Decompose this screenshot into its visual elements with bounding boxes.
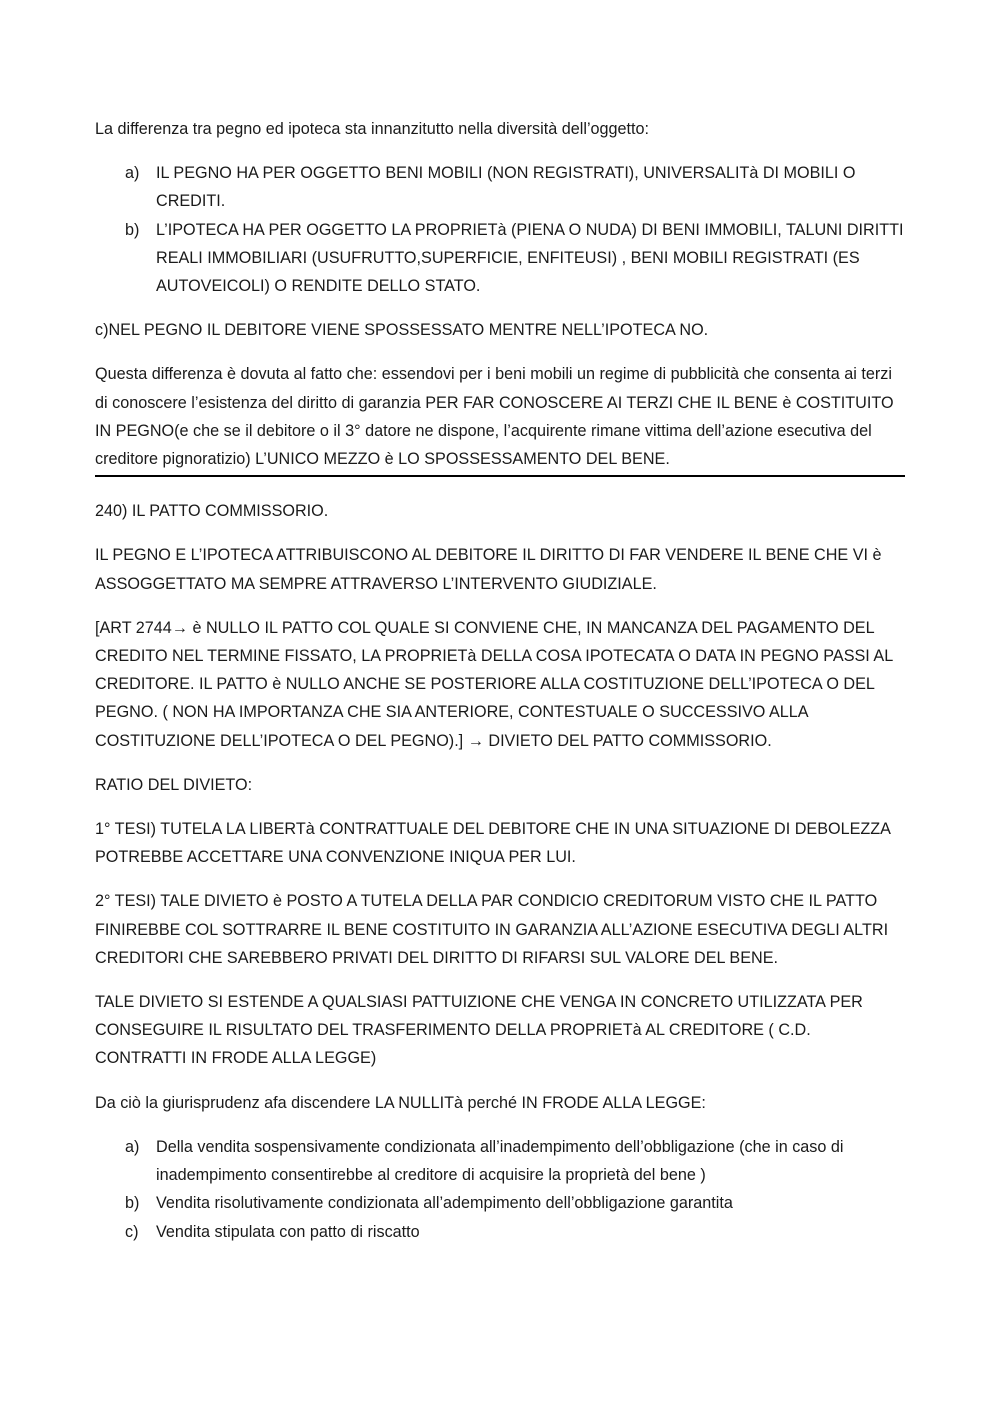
art-2744-paragraph bbox=[95, 614, 905, 755]
art-tail: DIVIETO DEL PATTO COMMISSORIO. bbox=[483, 731, 772, 750]
list-marker: a) bbox=[125, 1137, 140, 1156]
list-item bbox=[95, 1133, 905, 1189]
art-prefix: [ART 2744 bbox=[95, 618, 172, 637]
list-item-text: Vendita stipulata con patto di riscatto bbox=[156, 1222, 420, 1241]
pegno-paragraph: IL PEGNO E L’IPOTECA ATTRIBUISCONO AL DEBITORE IL DIRITTO DI FAR VENDERE IL BENE CHE VI è ASSOGGETTATO MA SEMPRE ATTRAVERSO L’INTERVENTO GIUDIZIALE. bbox=[95, 546, 882, 593]
difference-paragraph: Questa differenza è dovuta al fatto che: essendovi per i beni mobili un regime di pubblicità che consenta ai terzi di conoscere l’esistenza del diritto di garanzia PER FAR CONOSCERE AI TERZI CHE IL BENE è COSTITUITO IN PEGNO(e che se il debitore o il 3° datore ne dispone, l’acquirente rimane vittima dell’azione esecutiva del creditore pignoratizio) L’UNICO MEZZO è LO SPOSSESSAMENTO DEL BENE. bbox=[95, 360, 905, 477]
tesi-2-paragraph: 2° TESI) TALE DIVIETO è POSTO A TUTELA DELLA PAR CONDICIO CREDITORUM VISTO CHE IL PATTO FINIREBBE COL SOTTRARRE IL BENE COSTITUITO IN GARANZIA ALL’AZIONE ESECUTIVA DEGLI ALTRI CREDITORI CHE SAREBBERO PRIVATI DEL DIRITTO DI RIFARSI SUL VALORE DEL BENE. bbox=[95, 892, 889, 967]
arrow-right-icon: → bbox=[467, 731, 484, 750]
list-item bbox=[95, 216, 905, 301]
section-title: 240) IL PATTO COMMISSORIO. bbox=[95, 502, 329, 521]
list-marker: a) bbox=[125, 164, 140, 183]
arrow-right-icon: → bbox=[171, 618, 188, 637]
art-body: è NULLO IL PATTO COL QUALE SI CONVIENE CHE, IN MANCANZA DEL PAGAMENTO DEL CREDITO NEL TERMINE FISSATO, LA PROPRIETà DELLA COSA IPOTECATA O DATA IN PEGNO PASSI AL CREDITORE. IL PATTO è NULLO ANCHE SE POSTERIORE ALLA COSTITUZIONE DELL’IPOTECA O DEL PEGNO. ( NON HA IMPORTANZA CHE SIA ANTERIORE, CONTESTUALE O SUCCESSIVO ALLA COSTITUZIONE DELL’IPOTECA O DEL PEGNO).] bbox=[95, 618, 893, 750]
list-item-text: L’IPOTECA HA PER OGGETTO LA PROPRIETà (PIENA O NUDA) DI BENI IMMOBILI, TALUNI DIRITTI REALI IMMOBILIARI (USUFRUTTO,SUPERFICIE, ENFITEUSI) , BENI MOBILI REGISTRATI (ES AUTOVEICOLI) O RENDITE DELLO STATO. bbox=[156, 220, 904, 296]
list-item bbox=[95, 1218, 905, 1246]
giurisprudenza-paragraph: Da ciò la giurisprudenz afa discendere LA NULLITà perché IN FRODE ALLA LEGGE: bbox=[95, 1093, 706, 1112]
list-item bbox=[95, 1189, 905, 1217]
list-item-text: IL PEGNO HA PER OGGETTO BENI MOBILI (NON REGISTRATI), UNIVERSALITà DI MOBILI O CREDITI. bbox=[156, 164, 856, 211]
intro-paragraph: La differenza tra pegno ed ipoteca sta innanzitutto nella diversità dell’oggetto: bbox=[95, 120, 650, 138]
list-item bbox=[95, 159, 905, 215]
c-item-paragraph: c)NEL PEGNO IL DEBITORE VIENE SPOSSESSATO MENTRE NELL’IPOTECA NO. bbox=[95, 321, 709, 340]
tesi-1-paragraph: 1° TESI) TUTELA LA LIBERTà CONTRATTUALE DEL DEBITORE CHE IN UNA SITUAZIONE DI DEBOLEZZA POTREBBE ACCETTARE UNA CONVENZIONE INIQUA PER LUI. bbox=[95, 820, 891, 867]
list-marker: b) bbox=[125, 220, 140, 239]
list-marker: c) bbox=[125, 1222, 139, 1241]
estende-paragraph: TALE DIVIETO SI ESTENDE A QUALSIASI PATTUIZIONE CHE VENGA IN CONCRETO UTILIZZATA PER CONSEGUIRE IL RISULTATO DEL TRASFERIMENTO DELLA PROPRIETà AL CREDITORE ( C.D. CONTRATTI IN FRODE ALLA LEGGE) bbox=[95, 993, 863, 1068]
list-marker: b) bbox=[125, 1194, 140, 1213]
ratio-title: RATIO DEL DIVIETO: bbox=[95, 775, 253, 794]
list-item-text: Della vendita sospensivamente condizionata all’inadempimento dell’obbligazione (che in caso di inadempimento consentirebbe al creditore di acquisire la proprietà del bene ) bbox=[156, 1137, 844, 1185]
object-list bbox=[95, 159, 905, 300]
document-page bbox=[95, 115, 905, 1262]
list-item-text: Vendita risolutivamente condizionata all’adempimento dell’obbligazione garantita bbox=[156, 1194, 733, 1213]
nullity-list bbox=[95, 1133, 905, 1246]
